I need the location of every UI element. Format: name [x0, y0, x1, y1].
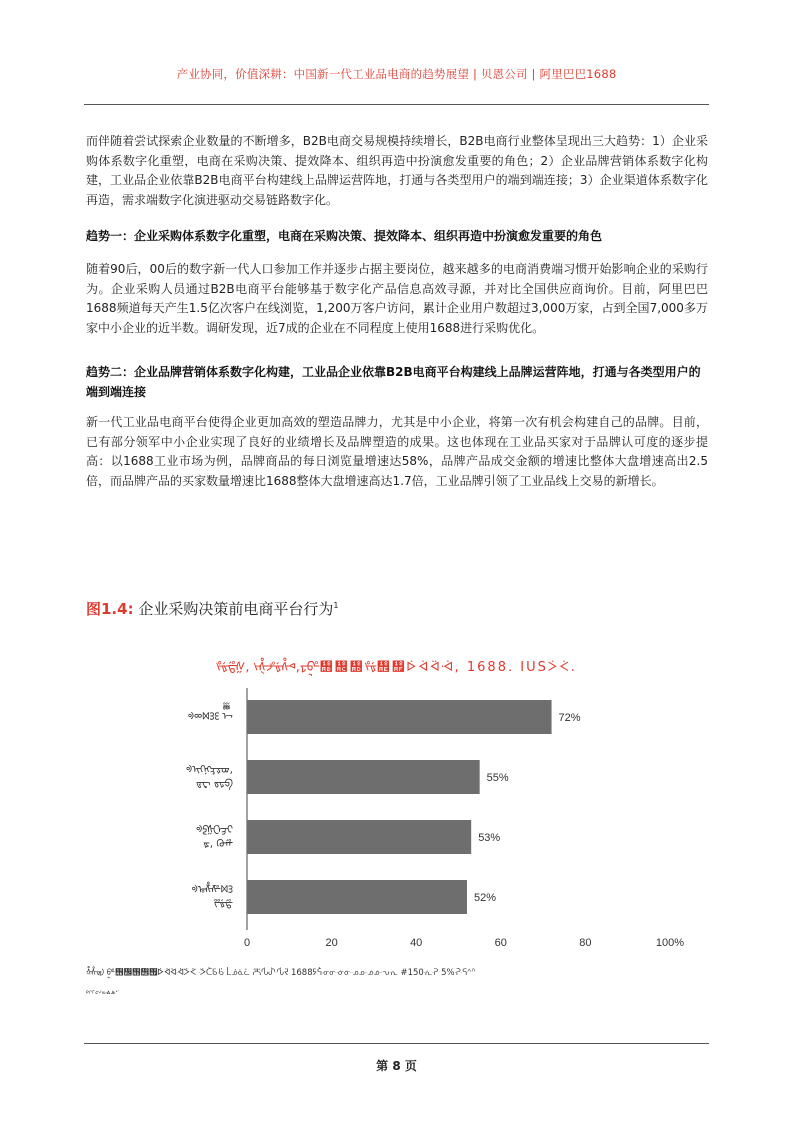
- header-divider: [84, 104, 709, 105]
- x-tick-label: 0: [243, 937, 251, 949]
- category-label-line: ᢎᢏ ᢐᢑᢒ: [196, 778, 233, 790]
- category-label-line: ᢀᢁᢂᢃᢄ ᢅᢆᢇ: [187, 711, 233, 723]
- bar: [247, 700, 552, 734]
- bar-value-label: 72%: [558, 712, 581, 724]
- x-tick-label: 80: [579, 937, 592, 949]
- category-label-line: ᢟᢠᢡ: [213, 898, 233, 910]
- figure-number: 图1.4:: [86, 600, 134, 618]
- bar: [247, 820, 471, 854]
- x-tick-label: 60: [494, 937, 507, 949]
- x-tick-label: 20: [325, 937, 338, 949]
- figure-title: [86, 598, 338, 619]
- category-label-line: ᢘ, ᢙᢚ: [203, 838, 233, 850]
- category-label-line: ᢀᢓᢔᢕᢖᢗ: [196, 824, 233, 836]
- x-tick-label: 40: [410, 937, 423, 949]
- trend-two-heading: 趋势二：企业品牌营销体系数字化构建，工业品企业依靠B2B电商平台构建线上品牌运营阵地，打通与各类型用户的端到端连接: [86, 365, 701, 399]
- x-tick-label: 100%: [655, 937, 685, 949]
- trend-one-paragraph: 随着90后，00后的数字新一代人口参加工作并逐步占据主要岗位，越来越多的电商消费端习惯开始影响企业的采购行为。企业采购人员通过B2B电商平台能够基于数字化产品信息高效寻源，并对比全国供应商询价。目前，阿里巴巴1688频道每天产生1.5亿次客户在线浏览，1,200万客户访问，累计企业用户数超过3,000万家，占到全国7,000多万家中小企业的近半数。调研发现，近7成的企业在不同程度上使用1688进行采购优化。: [86, 262, 708, 335]
- bar-value-label: 53%: [478, 832, 501, 844]
- category-label-line: ᢀᢈᢉᢊᢋᢌᢍ,: [185, 764, 233, 776]
- footer-divider: [84, 1043, 709, 1044]
- category-label-line: ᢀᢛᢜᢝᢂᢃ: [191, 884, 233, 896]
- trend-one-heading: 趋势一：企业采购体系数字化重塑，电商在采购决策、提效降本、组织再造中扮演愈发重要的角色: [86, 229, 603, 243]
- intro-paragraph: 而伴随着尝试探索企业数量的不断增多，B2B电商交易规模持续增长，B2B电商行业整体呈现出三大趋势：1）企业采购体系数字化重塑，电商在采购决策、提效降本、组织再造中扮演愈发重要的角色；2）企业品牌营销体系数字化构建，工业品企业依靠B2B电商平台构建线上品牌运营阵地，打通与各类型用户的端到端连接；3）企业渠道体系数字化再造，需求端数字化演进驱动交易链路数字化。: [86, 134, 708, 207]
- chart-source-note: ᢤᢥᢦᢧ ᢨᢩ᢫᢬᢭᢮᢯ᢰᢱᢲᢳᢴᢵ ᢶᢷᢸᢹ ᢺᢻᢼᢽ ᢾᢿᣀᣁᣂᣃ 1688ᣄᣅᣆᣇᣈᣉᣊᣋᣌᣍᣎᣏ #150ᣐᣑ 5%ᣒᣓᣔᣕ: [86, 968, 476, 978]
- page-number: 第 8 页: [376, 1059, 417, 1073]
- chart-source-note-2: ᣖᣗᣘᣙᣚᣛᣜᣝᣞᣟ: [86, 990, 120, 1000]
- bar-value-label: 52%: [473, 892, 496, 904]
- bar-value-label: 55%: [486, 772, 509, 784]
- chart-subtitle: ᢞᢠᢡᢢ, ᢣᢤᢞᢠᢥᢦ,ᢧᢨᢩ᢫᢬᢭ᢞᢠ᢮᢯ᢰᢱᢲᢳ, 1688. IUSᢴᢵ.: [216, 660, 577, 675]
- bar: [247, 760, 480, 794]
- bar: [247, 880, 467, 914]
- bar-chart: [0, 680, 793, 950]
- figure-caption: 企业采购决策前电商平台行为: [138, 600, 334, 618]
- running-header: 产业协同，价值深耕：中国新一代工业品电商的趋势展望 | 贝恩公司 | 阿里巴巴1688: [176, 67, 617, 81]
- trend-two-paragraph: 新一代工业品电商平台使得企业更加高效的塑造品牌力，尤其是中小企业，将第一次有机会构建自己的品牌。目前，已有部分领军中小企业实现了良好的业绩增长及品牌塑造的成果。这也体现在工业品买家对于品牌认可度的逐步提高：以1688工业市场为例，品牌商品的每日浏览量增速达58%，品牌产品成交金额的增速比整体大盘增速高出2.5倍，而品牌产品的买家数量增速比1688整体大盘增速高达1.7倍，工业品牌引领了工业品线上交易的新增长。: [86, 415, 708, 488]
- figure-footnote-mark: 1: [333, 601, 339, 610]
